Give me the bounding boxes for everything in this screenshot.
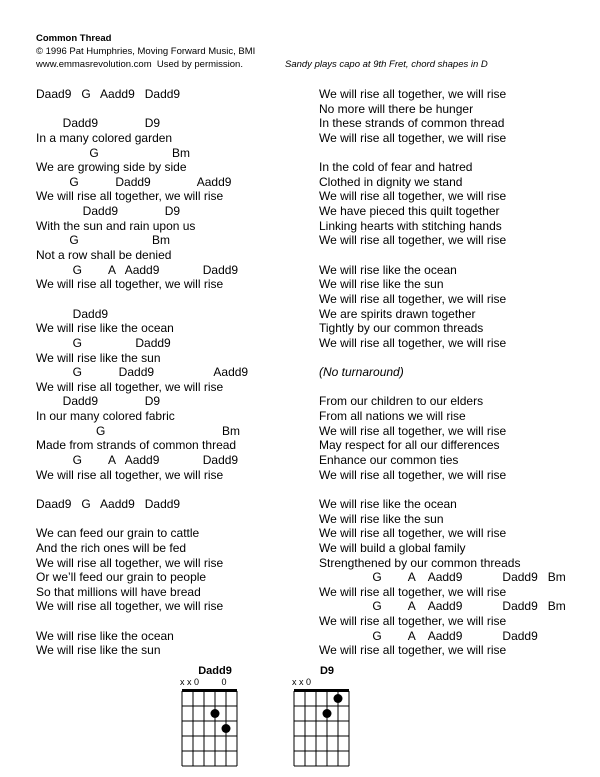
lyrics-column-left (36, 87, 298, 658)
chord-line: Dadd9 (36, 306, 109, 321)
chord-line: G A Aadd9 Dadd9 Bm (319, 599, 566, 614)
chord-line: G A Aadd9 Dadd9 (36, 262, 239, 277)
chord-line: G A Aadd9 Dadd9 (319, 628, 538, 643)
chord-line: Daad9 G Aadd9 Dadd9 (36, 496, 181, 511)
string-markers: x x 0 (292, 677, 312, 687)
lyric-line: We will rise all together, we will rise (319, 87, 507, 101)
blank-line (36, 614, 298, 629)
lyric-line: We will rise all together, we will rise (319, 467, 507, 482)
lyric-line: We can feed our grain to cattle (36, 526, 200, 541)
lyric-line: We are spirits drawn together (319, 306, 476, 321)
lyric-line: Linking hearts with stitching hands (319, 218, 502, 233)
lyric-line: We will rise all together, we will rise (36, 467, 224, 482)
chord-line: G Dadd9 (36, 335, 171, 350)
lyric-line: We will rise all together, we will rise (319, 643, 507, 658)
blank-line (319, 146, 589, 161)
chord-line: G Bm (36, 423, 241, 438)
lyric-line: In our many colored fabric (36, 409, 175, 424)
lyric-line: Clothed in dignity we stand (319, 174, 463, 189)
lyric-line: So that millions will have bread (36, 584, 201, 599)
capo-note: Sandy plays capo at 9th Fret, chord shapes in D (285, 59, 488, 70)
blank-line (319, 248, 589, 263)
lyric-line: From our children to our elders (319, 394, 484, 409)
lyric-line: We will rise like the sun (36, 643, 161, 658)
lyric-line: Not a row shall be denied (36, 248, 172, 263)
lyric-line: No more will there be hunger (319, 101, 474, 116)
fretboard-grid (180, 689, 240, 773)
finger-dot (211, 709, 220, 718)
lyric-line: We will rise like the sun (36, 350, 161, 365)
lyric-line: In these strands of common thread (319, 116, 505, 131)
lyric-line: We will rise like the ocean (319, 262, 457, 277)
lyric-line: We will rise like the ocean (36, 628, 174, 643)
lyric-line: In the cold of fear and hatred (319, 160, 473, 175)
fretboard-grid (292, 689, 352, 773)
lyric-line: We will rise all together, we will rise (319, 584, 507, 599)
lyrics-column-right (319, 87, 589, 658)
lyric-line: We will rise all together, we will rise (319, 335, 507, 350)
lyric-line: We will rise like the ocean (319, 496, 457, 511)
blank-line (319, 482, 589, 497)
lyric-line: Enhance our common ties (319, 453, 459, 468)
lyric-line: In a many colored garden (36, 130, 173, 145)
chord-line: Dadd9 D9 (36, 204, 181, 219)
string-markers: x x 0 0 (180, 677, 227, 687)
chord-diagram-dadd9 (180, 665, 250, 773)
chord-line: G Dadd9 Aadd9 (36, 174, 232, 189)
copyright-line: © 1996 Pat Humphries, Moving Forward Music, BMI (36, 46, 256, 57)
chord-line: G Dadd9 Aadd9 (36, 365, 249, 380)
chord-diagram-d9 (292, 665, 362, 773)
lyric-line: From all nations we will rise (319, 409, 466, 424)
lyric-line: We will rise like the ocean (36, 321, 174, 336)
lyric-line: We will rise like the sun (319, 511, 444, 526)
website-line: www.emmasrevolution.com Used by permission. (36, 59, 243, 70)
lyric-line: Or we’ll feed our grain to people (36, 570, 207, 585)
chord-name: D9 (319, 665, 335, 677)
lyric-line: We are growing side by side (36, 160, 187, 175)
lyric-line: Tightly by our common threads (319, 321, 484, 336)
finger-dot (323, 709, 332, 718)
chord-line: Dadd9 D9 (36, 394, 161, 409)
blank-line (36, 482, 298, 497)
blank-line (36, 512, 298, 527)
chord-line: G A Aadd9 Dadd9 (36, 453, 239, 468)
finger-dot (222, 724, 231, 733)
chord-line: G Bm (36, 145, 191, 160)
chord-line: G A Aadd9 Dadd9 Bm (319, 570, 566, 585)
lyric-line: We will rise all together, we will rise (319, 526, 507, 541)
lyric-line: We will rise all together, we will rise (36, 277, 224, 292)
lyric-line: May respect for all our differences (319, 438, 500, 453)
lyric-line: We will rise all together, we will rise (36, 189, 224, 204)
lyric-line: We will rise all together, we will rise (319, 189, 507, 204)
lyric-line: (No turnaround) (319, 365, 404, 380)
lyric-line: We will rise all together, we will rise (319, 233, 507, 248)
lyric-line: We will rise all together, we will rise (319, 423, 507, 438)
chord-name: Dadd9 (198, 665, 232, 677)
lyric-line: We will rise all together, we will rise (319, 130, 507, 145)
chord-line: G Bm (36, 233, 171, 248)
lyric-line: We will build a global family (319, 540, 466, 555)
lyric-line: We will rise all together, we will rise (319, 291, 507, 306)
lyric-line: We will rise like the sun (319, 277, 444, 292)
lyric-line: We will rise all together, we will rise (319, 614, 507, 629)
blank-line (36, 102, 298, 117)
chord-line: Daad9 G Aadd9 Dadd9 (36, 87, 181, 101)
lyric-line: Strengthened by our common threads (319, 555, 521, 570)
blank-line (319, 380, 589, 395)
finger-dot (334, 694, 343, 703)
lyric-line: We will rise all together, we will rise (36, 599, 224, 614)
blank-line (36, 292, 298, 307)
song-title: Common Thread (36, 33, 112, 44)
lyric-line: We have pieced this quilt together (319, 204, 500, 219)
blank-line (319, 351, 589, 366)
lyric-line: And the rich ones will be fed (36, 540, 187, 555)
lyric-line: We will rise all together, we will rise (36, 555, 224, 570)
lyric-line: Made from strands of common thread (36, 438, 237, 453)
lyric-line: With the sun and rain upon us (36, 218, 196, 233)
chord-line: Dadd9 D9 (36, 116, 161, 131)
lyric-line: We will rise all together, we will rise (36, 379, 224, 394)
